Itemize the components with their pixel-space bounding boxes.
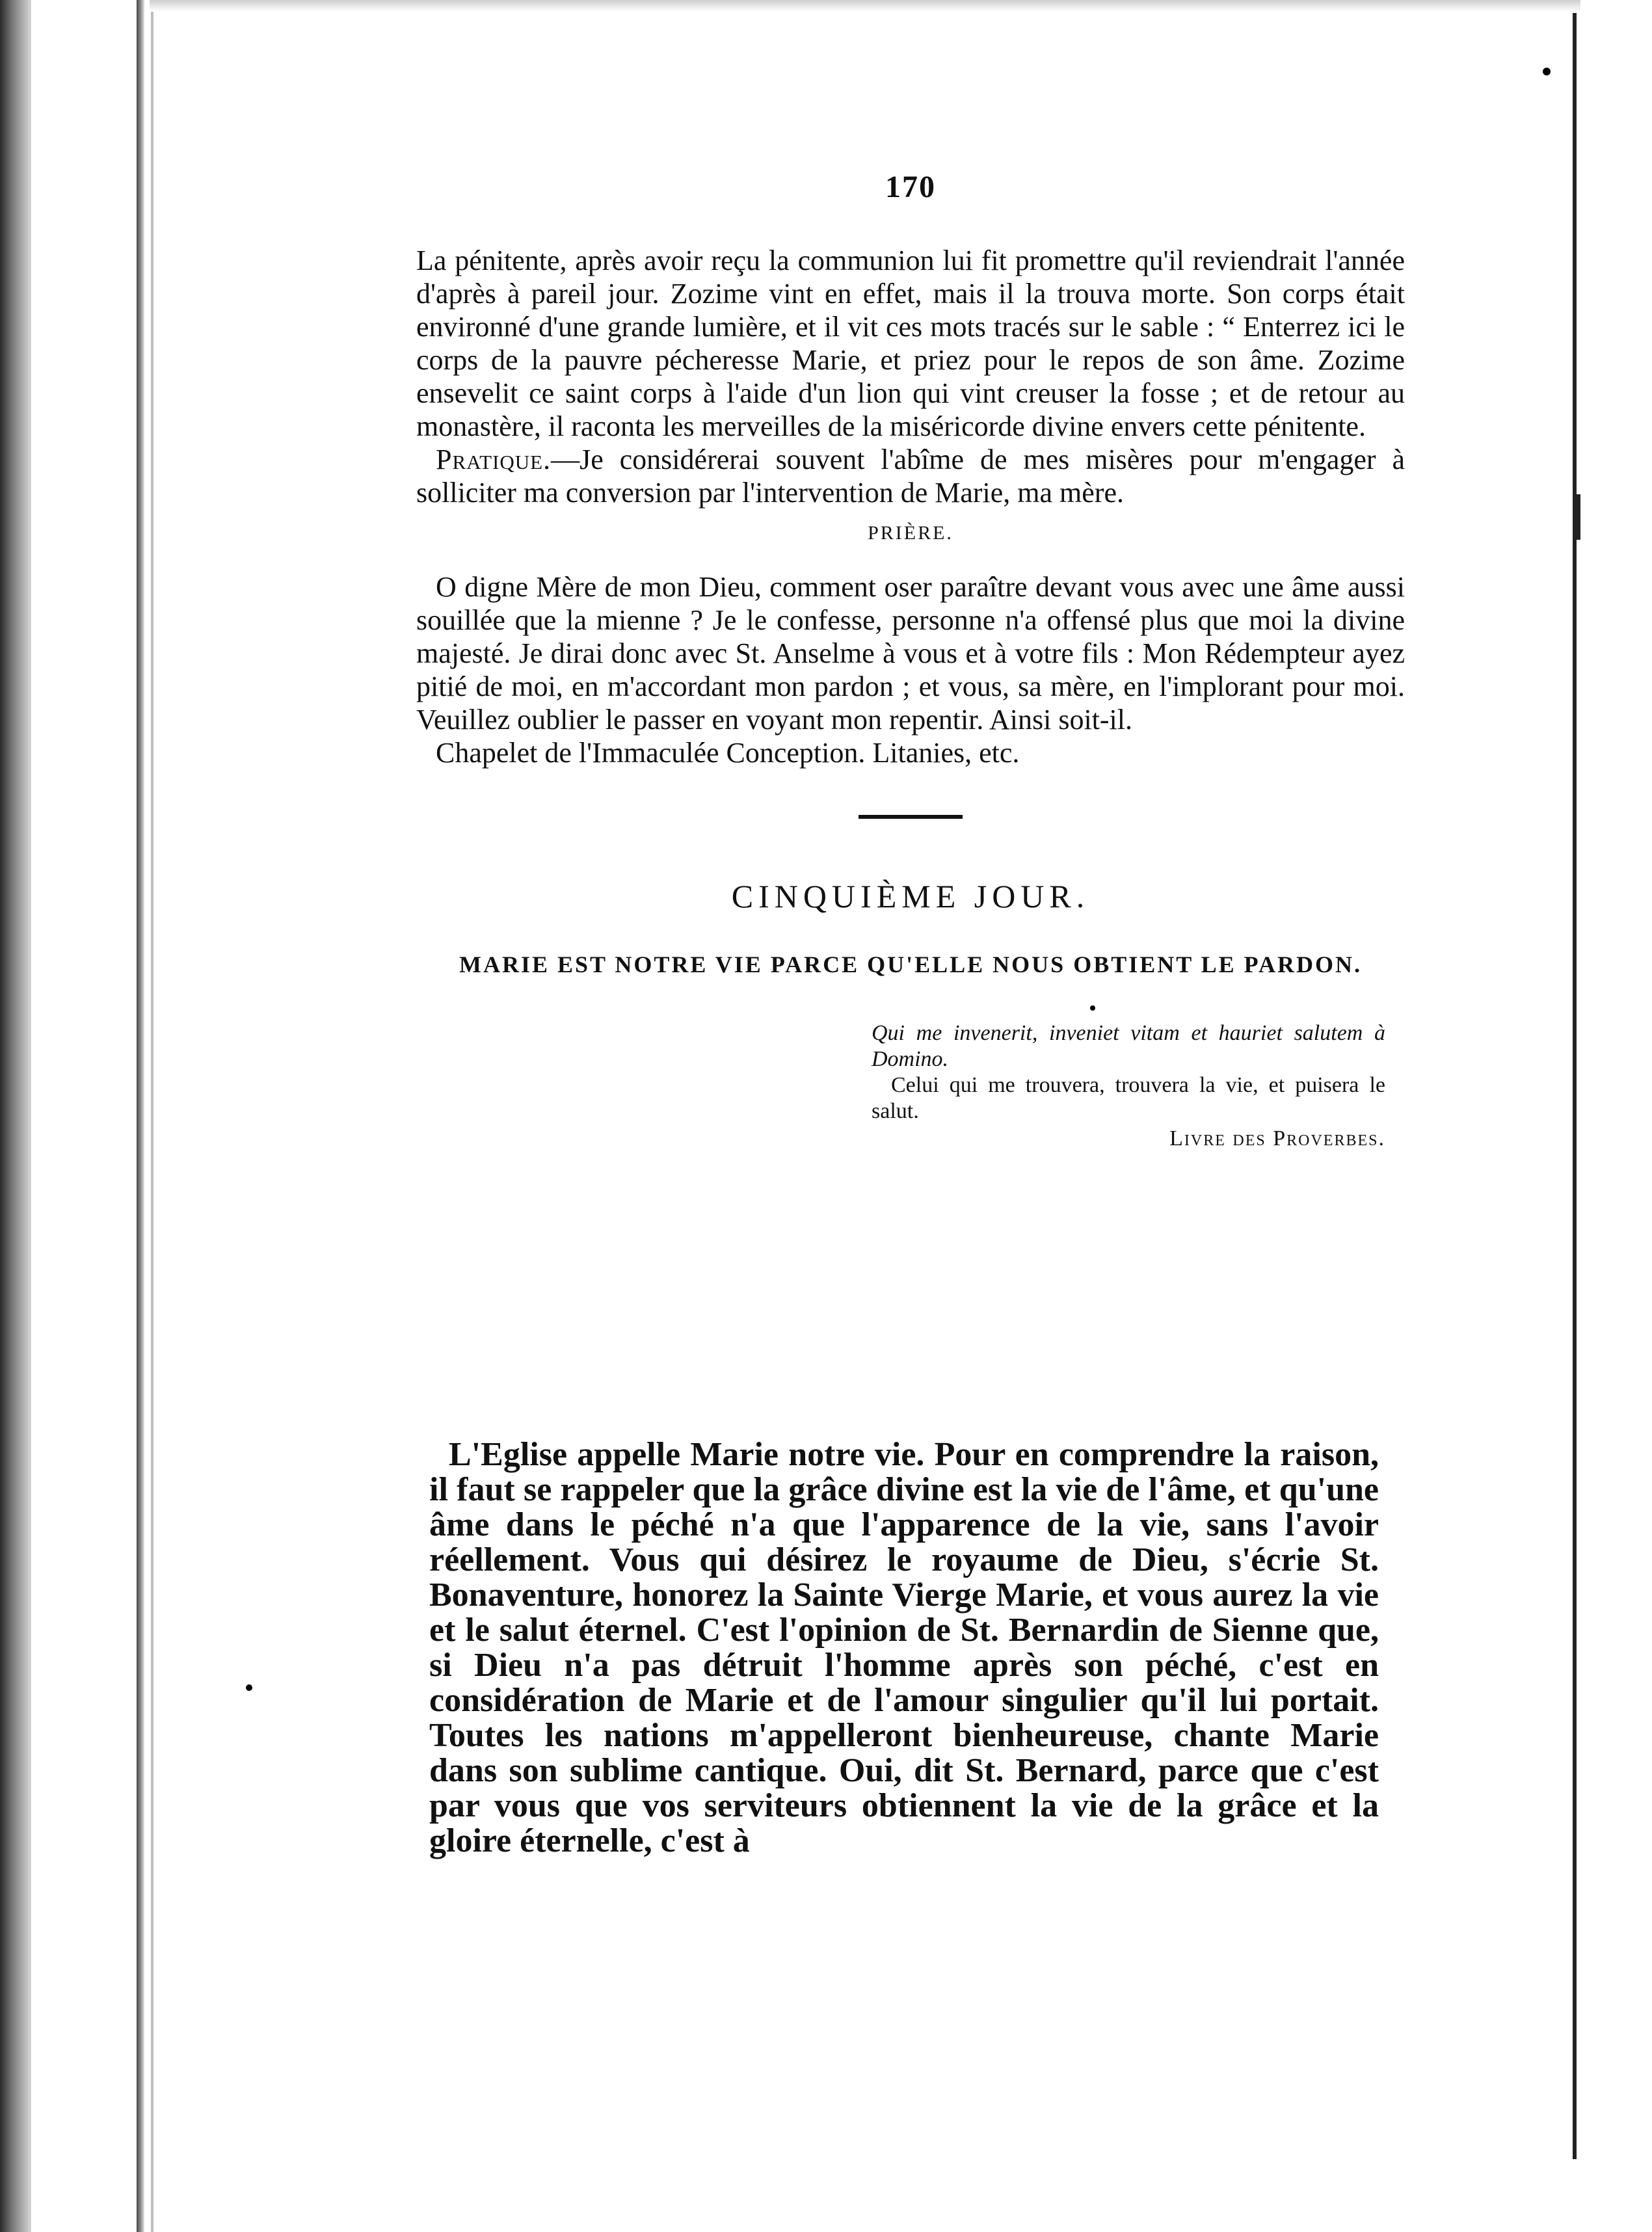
priere-title: PRIÈRE. bbox=[868, 522, 953, 544]
page-number: 170 bbox=[885, 170, 936, 204]
priere-text: O digne Mère de mon Dieu, comment oser paraître devant vous avec une âme aussi souillée que la mienne ? Je le confesse, personne n'a offensé plus que moi la divine majesté. Je dirai donc avec St. Anselme à vous et à votre fils : Mon Rédempteur ayez pitié de moi, en m'accordant mon pardon ; et vous, sa mère, en l'implorant pour moi. Veuillez oublier le passer en voyant mon repentir. Ainsi soit-il. bbox=[416, 571, 1405, 736]
chapter-title: MARIE EST NOTRE VIE PARCE QU'ELLE NOUS OBTIENT LE PARDON. bbox=[459, 951, 1362, 977]
page-right-edge bbox=[1573, 13, 1577, 2159]
scan-speck bbox=[246, 1684, 252, 1691]
paragraph-penitente: La pénitente, après avoir reçu la communion lui fit promettre qu'il reviendrait l'année d'après à pareil jour. Zozime vint en effet, mais il la trouva morte. Son corps était environné d'une grande lumière, et il vit ces mots tracés sur le sable : “ Enterrez ici le corps de la pauvre pécheresse Marie, et priez pour le repos de son âme. Zozime ensevelit ce saint corps à l'aide d'un lion qui vint creuser la fosse ; et de retour au monastère, il raconta les merveilles de la miséricorde divine envers cette pénitente. bbox=[416, 245, 1405, 442]
pratique-label: Pratique. bbox=[436, 444, 552, 475]
scan-speck bbox=[1543, 68, 1551, 75]
page-top-shadow bbox=[150, 0, 1580, 12]
scan-binding-shadow bbox=[0, 0, 31, 2232]
epigraph-latin: Qui me invenerit, inveniet vitam et hauriet salutem à Domino. bbox=[872, 1021, 1385, 1071]
epigraph-source: Livre des Proverbes. bbox=[1169, 1126, 1385, 1150]
pratique-paragraph bbox=[416, 443, 1405, 509]
page-right-notch bbox=[1577, 494, 1606, 540]
pratique-text: —Je considérerai souvent l'abîme de mes misères pour m'engager à solliciter ma conversion par l'intervention de Marie, ma mère. bbox=[416, 444, 1405, 509]
page-content bbox=[416, 169, 1405, 1152]
body-paragraph: L'Eglise appelle Marie notre vie. Pour en comprendre la raison, il faut se rappeler que la grâce divine est la vie de l'âme, et qu'une âme dans le péché n'a que l'apparence de la vie, sans l'avoir réellement. Vous qui désirez le royaume de Dieu, s'écrie St. Bonaventure, honorez la Sainte Vierge Marie, et vous aurez la vie et le salut éternel. C'est l'opinion de St. Bernardin de Sienne que, si Dieu n'a pas détruit l'homme après son péché, c'est en considération de Marie et de l'amour singulier qu'il lui portait. Toutes les nations m'appelleront bienheureuse, chante Marie dans son sublime cantique. Oui, dit St. Bernard, parce que c'est par vous que vos serviteurs obtiennent la vie de la grâce et la gloire éternelle, c'est à bbox=[429, 1436, 1379, 1859]
section-divider bbox=[859, 815, 963, 819]
page-left-edge-inner bbox=[151, 0, 153, 2232]
day-heading: CINQUIÈME JOUR. bbox=[731, 878, 1090, 914]
chapelet-line: Chapelet de l'Immaculée Conception. Litanies, etc. bbox=[436, 737, 1020, 769]
page-left-edge bbox=[137, 0, 144, 2232]
epigraph-french: Celui qui me trouvera, trouvera la vie, et puisera le salut. bbox=[872, 1073, 1385, 1123]
epigraph bbox=[872, 1020, 1385, 1152]
